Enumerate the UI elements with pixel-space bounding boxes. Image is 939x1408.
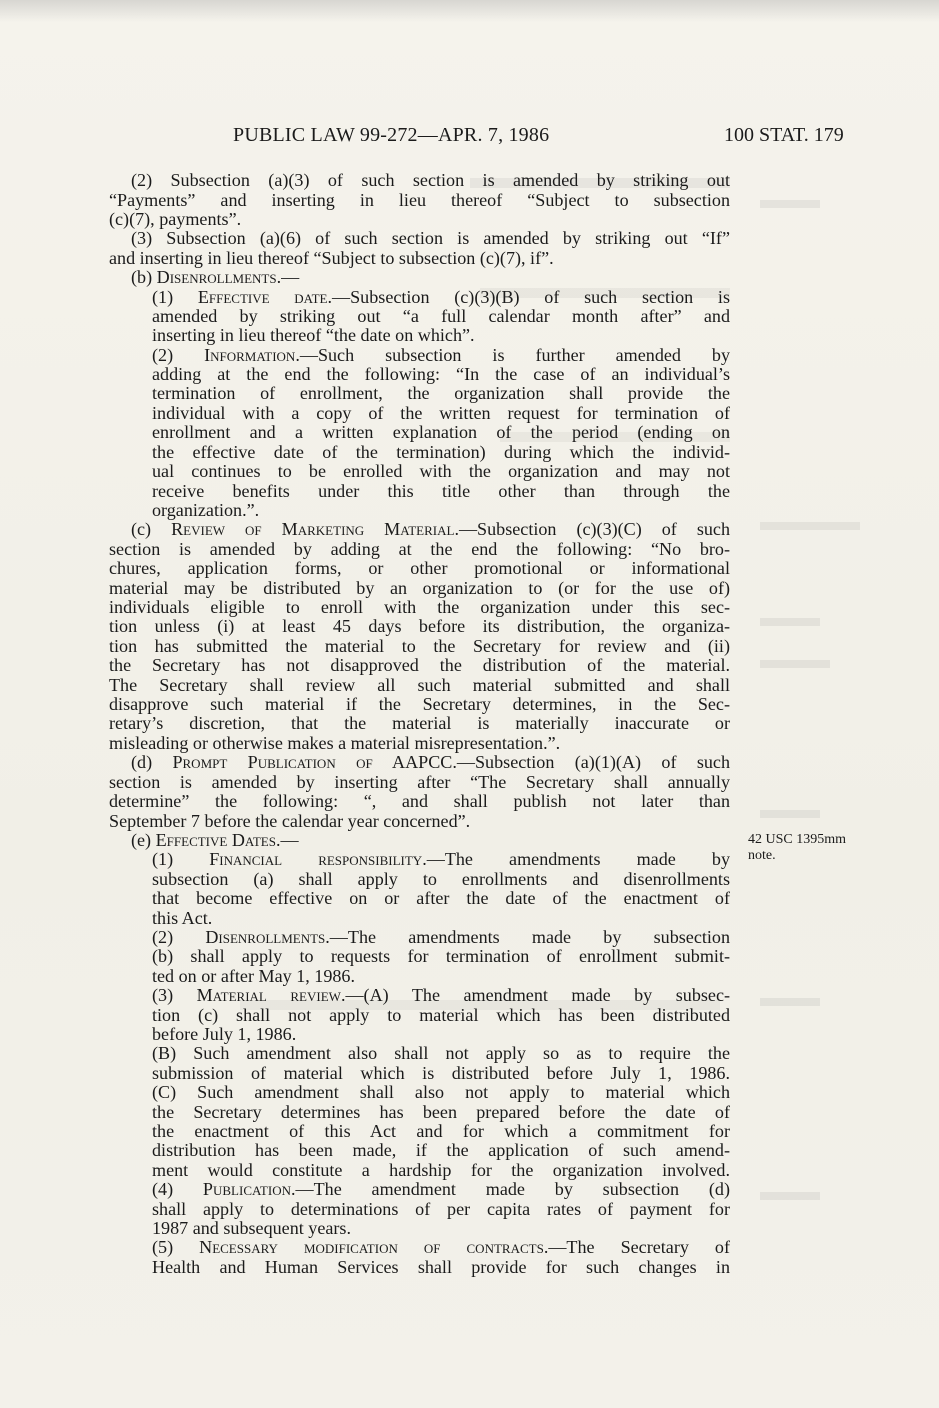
line-prefix: (e) bbox=[131, 830, 156, 850]
line-remainder: .— bbox=[276, 267, 300, 287]
statute-line: the Secretary has not disapproved the distribution of the material. bbox=[109, 656, 730, 675]
statute-line: submission of material which is distributed before July 1, 1986. bbox=[152, 1064, 730, 1083]
line-prefix: (c) bbox=[131, 520, 172, 539]
statute-line: (2) Subsection (a)(3) of such section is amended by striking out bbox=[131, 171, 730, 190]
statute-line: amended by striking out “a full calendar month after” and bbox=[152, 307, 730, 326]
statute-line: ted on or after May 1, 1986. bbox=[152, 966, 355, 986]
statute-line: (3) Subsection (a)(6) of such section is amended by striking out “If” bbox=[131, 229, 730, 248]
statute-line: retary’s discretion, that the material is materially inaccurate or bbox=[109, 714, 730, 733]
statute-line: enrollment and a written explanation of the period (ending on bbox=[152, 423, 730, 442]
statute-line: The Secretary shall review all such material submitted and shall bbox=[109, 676, 730, 695]
section-heading: Review of Marketing Material bbox=[171, 520, 455, 539]
section-heading: Effective date bbox=[197, 288, 328, 307]
statute-line: receive benefits under this title other than through the bbox=[152, 482, 730, 501]
statute-line: ual continues to be enrolled with the organization and may not bbox=[152, 462, 730, 481]
section-heading: Material review bbox=[196, 986, 341, 1005]
statute-line: (C) Such amendment shall also not apply to material which bbox=[152, 1083, 730, 1102]
statute-line: determine” the following: “, and shall publish not later than bbox=[109, 792, 730, 811]
statute-line: before July 1, 1986. bbox=[152, 1024, 297, 1044]
line-prefix: (1) bbox=[152, 288, 198, 307]
statute-line: ment would constitute a hardship for the organization involved. bbox=[152, 1161, 730, 1180]
statute-line bbox=[152, 928, 730, 948]
statute-line: individuals eligible to enroll with the organization under this sec- bbox=[109, 598, 730, 617]
statute-line: individual with a copy of the written request for termination of bbox=[152, 404, 730, 423]
statute-line: (b) shall apply to requests for termination of enrollment submit- bbox=[152, 947, 730, 966]
line-prefix: (2) bbox=[152, 928, 206, 947]
running-head-title: PUBLIC LAW 99-272—APR. 7, 1986 bbox=[233, 124, 550, 146]
statute-line bbox=[131, 831, 299, 850]
statute-line: tion has submitted the material to the Secretary for review and (ii) bbox=[109, 637, 730, 656]
line-remainder: .—The amendments made by subsection bbox=[325, 928, 730, 947]
statute-line bbox=[131, 268, 299, 287]
statute-line: inserting in lieu thereof “the date on which”. bbox=[152, 325, 475, 345]
line-remainder: .—The amendment made by subsection (d) bbox=[290, 1180, 730, 1199]
line-prefix: (4) bbox=[152, 1180, 203, 1199]
line-prefix: (b) bbox=[131, 267, 157, 287]
section-heading: Information bbox=[204, 346, 296, 365]
margin-citation-line-1: 42 USC 1395mm bbox=[748, 832, 847, 847]
statute-line: organization.”. bbox=[152, 500, 260, 520]
line-remainder: .—Subsection (c)(3)(B) of such section is bbox=[327, 288, 730, 307]
running-head-page-number: 100 STAT. 179 bbox=[724, 124, 844, 146]
line-remainder: .—(A) The amendment made by subsec- bbox=[340, 986, 730, 1005]
statute-line bbox=[152, 288, 730, 308]
line-remainder: .— bbox=[275, 830, 299, 850]
section-heading: Disenrollments bbox=[156, 267, 277, 287]
statute-line: (B) Such amendment also shall not apply so as to require the bbox=[152, 1044, 730, 1063]
statute-line: termination of enrollment, the organization shall provide the bbox=[152, 384, 730, 403]
statute-line bbox=[152, 1180, 730, 1200]
statute-line: subsection (a) shall apply to enrollments and disenrollments bbox=[152, 870, 730, 889]
statute-line bbox=[152, 1238, 730, 1258]
statute-line: “Payments” and inserting in lieu thereof “Subject to subsection bbox=[109, 191, 730, 210]
statute-line: the effective date of the termination) during which the individ- bbox=[152, 443, 730, 462]
statute-line: this Act. bbox=[152, 908, 213, 928]
statute-line: adding at the end the following: “In the case of an individual’s bbox=[152, 365, 730, 384]
line-prefix: (d) bbox=[131, 753, 173, 772]
section-heading: Publication bbox=[202, 1180, 291, 1199]
statute-line: September 7 before the calendar year concerned”. bbox=[109, 811, 471, 831]
statute-line bbox=[152, 850, 730, 870]
line-prefix: (3) bbox=[152, 986, 197, 1005]
statute-line: section is amended by adding at the end the following: “No bro- bbox=[109, 540, 730, 559]
section-heading: Effective Dates bbox=[155, 830, 276, 850]
statute-line: the Secretary determines has been prepared before the date of bbox=[152, 1103, 730, 1122]
statute-line bbox=[131, 753, 730, 773]
statute-line: section is amended by inserting after “The Secretary shall annually bbox=[109, 773, 730, 792]
line-prefix: (2) bbox=[152, 346, 205, 365]
statute-line: and inserting in lieu thereof “Subject to subsection (c)(7), if”. bbox=[109, 248, 554, 268]
statute-line bbox=[131, 520, 730, 540]
statute-line: (c)(7), payments”. bbox=[109, 209, 242, 229]
statute-line bbox=[152, 986, 730, 1006]
line-prefix: (1) bbox=[152, 850, 210, 869]
statute-line: shall apply to determinations of per capita rates of payment for bbox=[152, 1200, 730, 1219]
statute-line: disapprove such material if the Secretary determines, in the Sec- bbox=[109, 695, 730, 714]
statute-line: 1987 and subsequent years. bbox=[152, 1218, 351, 1238]
line-remainder: .—The Secretary of bbox=[543, 1238, 730, 1257]
section-heading: Necessary modification of contracts bbox=[199, 1238, 544, 1257]
line-remainder: .—Subsection (a)(1)(A) of such bbox=[452, 753, 730, 772]
statute-line: tion (c) shall not apply to material which has been distributed bbox=[152, 1006, 730, 1025]
statute-line: material may be distributed by an organization to (or for the use of) bbox=[109, 579, 730, 598]
line-remainder: .—The amendments made by bbox=[422, 850, 730, 869]
statute-line: misleading or otherwise makes a material misrepresentation.”. bbox=[109, 733, 561, 753]
line-prefix: (5) bbox=[152, 1238, 200, 1257]
statute-line bbox=[152, 346, 730, 366]
statute-line: tion unless (i) at least 45 days before its distribution, the organiza- bbox=[109, 617, 730, 636]
statute-line: the enactment of this Act and for which a commitment for bbox=[152, 1122, 730, 1141]
statute-line: chures, application forms, or other promotional or informational bbox=[109, 559, 730, 578]
line-remainder: .—Such subsection is further amended by bbox=[295, 346, 730, 365]
statute-line: distribution has been made, if the application of such amend- bbox=[152, 1141, 730, 1160]
line-remainder: .—Subsection (c)(3)(C) of such bbox=[454, 520, 730, 539]
section-heading: Prompt Publication of AAPCC bbox=[172, 753, 453, 772]
section-heading: Financial responsibility bbox=[209, 850, 423, 869]
statute-line: that become effective on or after the date of the enactment of bbox=[152, 889, 730, 908]
margin-citation-line-2: note. bbox=[748, 848, 776, 863]
statute-line: Health and Human Services shall provide for such changes in bbox=[152, 1258, 730, 1277]
section-heading: Disenrollments bbox=[205, 928, 326, 947]
